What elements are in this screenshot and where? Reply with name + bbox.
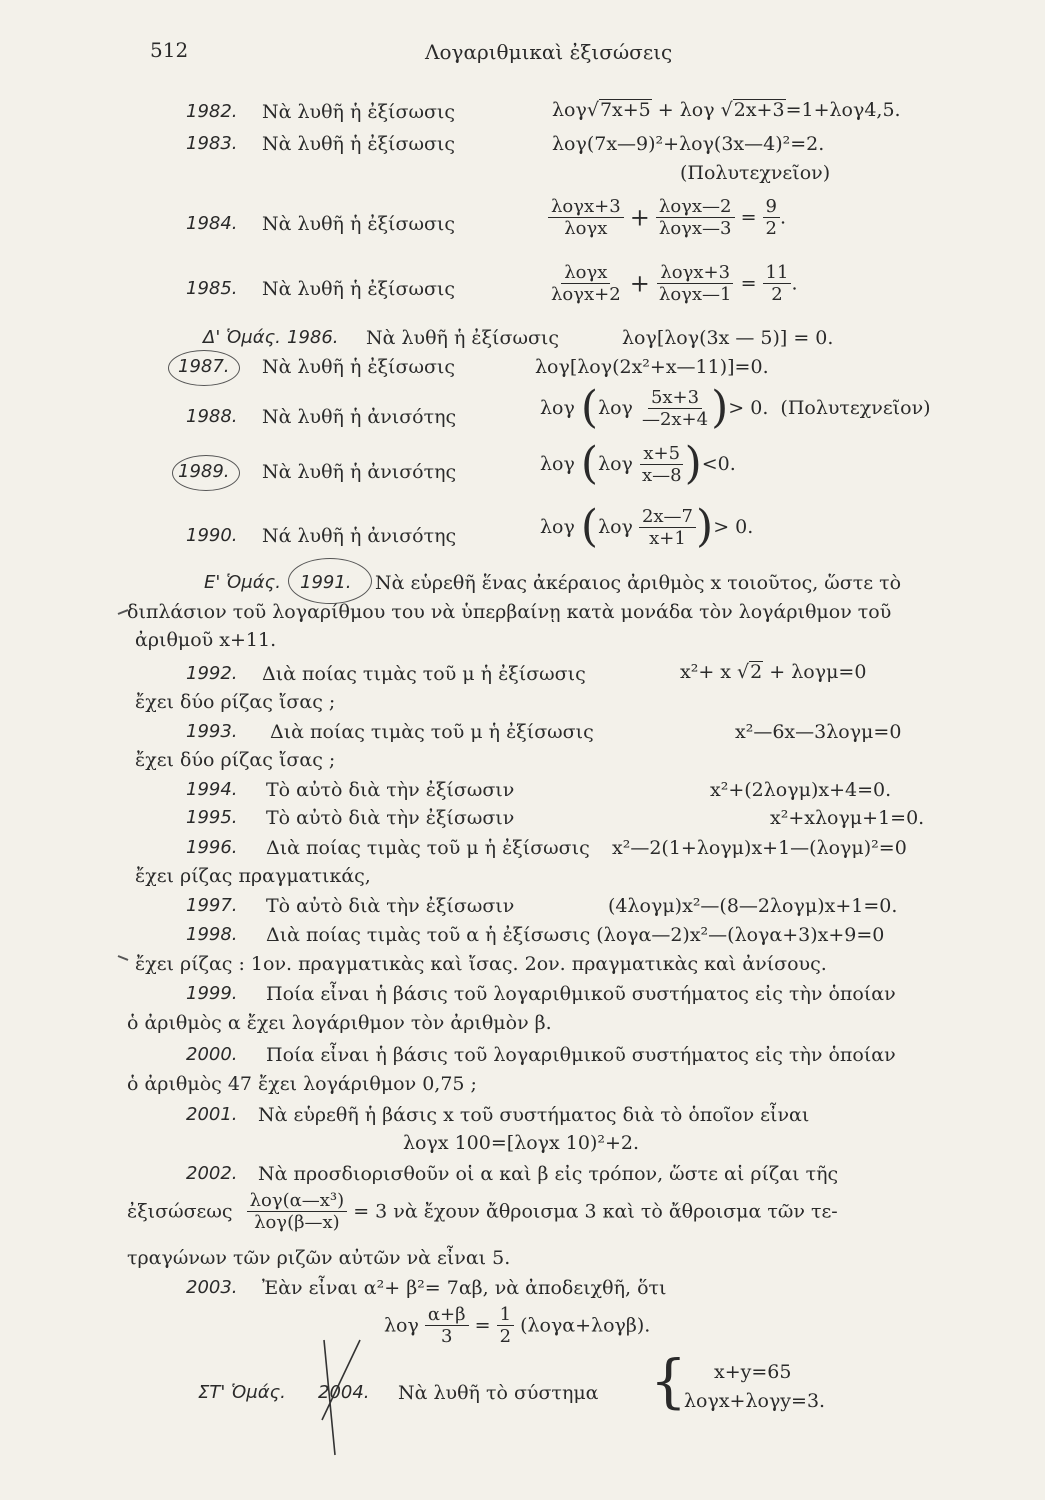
system-eq-1: x+y=65 <box>714 1361 792 1383</box>
problem-number-1988: 1988. <box>186 406 238 427</box>
problem-1999-line1: Ποία εἶναι ἡ βάσις τοῦ λογαριθμικοῦ συστήματος εἰς τὴν ὁποίαν <box>266 983 896 1005</box>
close-paren: ) <box>684 438 702 489</box>
page-number: 512 <box>150 38 189 62</box>
problem-text-2004: Νὰ λυθῆ τὸ σύστημα <box>398 1382 599 1404</box>
operator: = <box>740 206 757 229</box>
problem-2002-line3: τραγώνων τῶν ριζῶν αὐτῶν νὰ εἶναι 5. <box>127 1247 511 1269</box>
problem-1991-line3: ἀριθμοῦ x+11. <box>135 629 277 651</box>
problem-number-1993: 1993. <box>186 721 238 742</box>
problem-number-1985: 1985. <box>186 278 238 299</box>
equation-1986: λογ[λογ(3x — 5)] = 0. <box>622 327 834 349</box>
problem-text-1982: Νὰ λυθῆ ἡ ἐξίσωσις <box>262 101 456 123</box>
radicand: 2 <box>750 661 763 683</box>
problem-number-1999: 1999. <box>186 983 238 1004</box>
denominator: λογ(β—x) <box>254 1212 340 1233</box>
note-1988: (Πολυτεχνεῖον) <box>780 397 931 419</box>
denominator: λογx—3 <box>658 218 732 239</box>
problem-number-1990: 1990. <box>186 525 238 546</box>
problem-number-1997: 1997. <box>186 895 238 916</box>
eq-part: =1+λογ4,5. <box>785 99 901 121</box>
system-eq-2: λογx+λογy=3. <box>684 1390 826 1412</box>
radical-sign: √ <box>720 99 733 121</box>
eq-part: + λογμ=0 <box>763 661 867 683</box>
eq-part: ἐξισώσεως <box>127 1200 233 1223</box>
problem-text-1993: Διὰ ποίας τιμὰς τοῦ μ ἡ ἐξίσωσις <box>270 721 594 743</box>
problem-number-2001: 2001. <box>186 1104 238 1125</box>
equation-1997: (4λογμ)x²—(8—2λογμ)x+1=0. <box>608 895 898 917</box>
numerator: 9 <box>763 196 780 218</box>
equation-2001: λογx 100=[λογx 10)²+2. <box>403 1132 640 1154</box>
problem-text-1992: Διὰ ποίας τιμὰς τοῦ μ ἡ ἐξίσωσις <box>262 663 586 685</box>
problem-text-1983: Νὰ λυθῆ ἡ ἐξίσωσις <box>262 133 456 155</box>
problem-text-1986: Νὰ λυθῆ ἡ ἐξίσωσις <box>366 327 560 349</box>
operator: = <box>474 1314 491 1337</box>
relation: > 0. <box>728 397 769 419</box>
denominator: 3 <box>440 1326 453 1347</box>
numerator: 1 <box>497 1304 514 1326</box>
operator: + <box>629 203 650 232</box>
problem-1998-line2: ἔχει ρίζας : 1ον. πραγματικὰς καὶ ἴσας. 2ον. πραγματικὰς καὶ ἀνίσους. <box>135 953 827 975</box>
problem-text-1985: Νὰ λυθῆ ἡ ἐξίσωσις <box>262 278 456 300</box>
equation-1995: x²+xλογμ+1=0. <box>770 807 925 829</box>
problem-text-1987: Νὰ λυθῆ ἡ ἐξίσωσις <box>262 356 456 378</box>
log-word: λογ <box>384 1314 419 1337</box>
problem-1991-line1: Νὰ εὑρεθῆ ἕνας ἀκέραιος ἀριθμὸς x τοιοῦτος, ὥστε τὸ <box>375 572 902 594</box>
eq-part: λογ <box>552 99 587 121</box>
numerator: λογ(α—x³) <box>247 1190 348 1212</box>
problem-text-1994: Τὸ αὐτὸ διὰ τὴν ἐξίσωσιν <box>266 779 515 801</box>
denominator: 2 <box>771 284 783 305</box>
log-word: λογ <box>540 453 575 475</box>
problem-number-1983: 1983. <box>186 133 238 154</box>
operator: = <box>740 272 757 295</box>
problem-2000-line2: ὁ ἀριθμὸς 47 ἔχει λογάριθμον 0,75 ; <box>127 1073 477 1095</box>
problem-text-1997: Τὸ αὐτὸ διὰ τὴν ἐξίσωσιν <box>266 895 515 917</box>
problem-number-1989: 1989. <box>178 461 230 482</box>
log-word: λογ <box>540 397 575 419</box>
numerator: λογx <box>561 262 610 284</box>
problem-number-1992: 1992. <box>186 663 238 684</box>
numerator: λογx—2 <box>656 196 735 218</box>
problem-number-1982: 1982. <box>186 101 238 122</box>
eq-part: = 3 νὰ ἔχουν ἄθροισμα 3 καὶ τὸ ἄθροισμα τῶν τε- <box>353 1200 838 1223</box>
log-word: λογ <box>598 516 633 538</box>
eq-part: x²+ x <box>680 661 738 683</box>
note-1983: (Πολυτεχνεῖον) <box>680 162 831 184</box>
problem-2000-line1: Ποία εἶναι ἡ βάσις τοῦ λογαριθμικοῦ συστήματος εἰς τὴν ὁποίαν <box>266 1044 896 1066</box>
numerator: 11 <box>763 262 792 284</box>
relation: > 0. <box>713 516 754 538</box>
relation: <0. <box>701 453 736 475</box>
equation-1996: x²—2(1+λογμ)x+1—(λογμ)²=0 <box>612 837 907 859</box>
problem-number-2004: 2004. <box>318 1382 370 1403</box>
problem-text-1988: Νὰ λυθῆ ἡ ἀνισότης <box>262 406 457 428</box>
denominator: λογx+2 <box>551 284 621 305</box>
problem-number-1995: 1995. <box>186 807 238 828</box>
denominator: x—8 <box>641 464 682 486</box>
period: . <box>791 272 798 295</box>
problem-number-1991: 1991. <box>300 572 352 593</box>
problem-1996-line2: ἔχει ρίζας πραγματικάς, <box>135 865 371 887</box>
group-label-epsilon: Ε' Ὁμάς. <box>204 572 281 593</box>
page-title: Λογαριθμικαὶ ἐξισώσεις <box>425 40 673 64</box>
problem-text-1989: Νὰ λυθῆ ἡ ἀνισότης <box>262 461 457 483</box>
group-label-stigma: ΣΤ' Ὁμάς. <box>198 1382 286 1403</box>
equation-1993: x²—6x—3λογμ=0 <box>735 721 902 743</box>
open-paren: ( <box>580 382 599 433</box>
problem-number-2000: 2000. <box>186 1044 238 1065</box>
close-paren: ) <box>696 501 714 552</box>
log-word: λογ <box>598 453 633 475</box>
close-paren: ) <box>711 382 729 433</box>
pencil-stroke <box>118 956 128 960</box>
problem-number-2002: 2002. <box>186 1163 238 1184</box>
problem-1991-line2: διπλάσιον τοῦ λογαρίθμου του νὰ ὑπερβαίνῃ κατὰ μονάδα τὸν λογάριθμον τοῦ <box>127 601 892 623</box>
radical-sign: √ <box>586 99 599 121</box>
equation-1987: λογ[λογ(2x²+x—11)]=0. <box>535 356 769 378</box>
eq-part: + λογ <box>651 99 721 121</box>
open-paren: ( <box>580 501 599 552</box>
open-paren: ( <box>580 438 599 489</box>
problem-number-1987: 1987. <box>178 356 230 377</box>
denominator: 2 <box>765 218 777 239</box>
problem-number-2003: 2003. <box>186 1277 238 1298</box>
problem-2001-line1: Νὰ εὑρεθῆ ἡ βάσις x τοῦ συστήματος διὰ τὸ ὁποῖον εἶναι <box>258 1104 810 1126</box>
problem-text-1995: Τὸ αὐτὸ διὰ τὴν ἐξίσωσιν <box>266 807 515 829</box>
log-word: λογ <box>598 397 633 419</box>
pencil-stroke <box>118 610 128 614</box>
problem-text-1996: Διὰ ποίας τιμὰς τοῦ μ ἡ ἐξίσωσις <box>266 837 590 859</box>
problem-number-1994: 1994. <box>186 779 238 800</box>
problem-text-1984: Νὰ λυθῆ ἡ ἐξίσωσις <box>262 213 456 235</box>
denominator: x+1 <box>649 527 686 549</box>
numerator: x+5 <box>640 443 683 465</box>
denominator: λογx—1 <box>658 284 732 305</box>
period: . <box>779 206 787 229</box>
problem-number-1984: 1984. <box>186 213 238 234</box>
eq-part: (λογα+λογβ). <box>520 1314 651 1337</box>
denominator: 2 <box>499 1326 512 1347</box>
numerator: α+β <box>425 1304 469 1326</box>
problem-number-1998: 1998. <box>186 924 238 945</box>
problem-text-1990: Νά λυθῆ ἡ ἀνισότης <box>262 525 457 547</box>
denominator: λογx <box>564 218 608 239</box>
numerator: λογx+3 <box>657 262 733 284</box>
equation-1983: λογ(7x—9)²+λογ(3x—4)²=2. <box>552 133 825 155</box>
problem-text-1998: Διὰ ποίας τιμὰς τοῦ α ἡ ἐξίσωσις (λογα—2)x²—(λογα+3)x+9=0 <box>266 924 885 946</box>
radical-sign: √ <box>737 661 750 683</box>
numerator: λογx+3 <box>548 196 624 218</box>
problem-number-1986: 1986. <box>287 327 339 348</box>
system-brace: { <box>650 1347 687 1415</box>
radicand-1: 7x+5 <box>599 99 651 121</box>
problem-1992-line2: ἔχει δύο ρίζας ἴσας ; <box>135 691 336 713</box>
numerator: 5x+3 <box>648 387 702 409</box>
problem-1993-line2: ἔχει δύο ρίζας ἴσας ; <box>135 749 336 771</box>
denominator: —2x+4 <box>641 408 709 430</box>
problem-1999-line2: ὁ ἀριθμὸς α ἔχει λογάριθμον τὸν ἀριθμὸν β. <box>127 1012 552 1034</box>
radicand-2: 2x+3 <box>733 99 785 121</box>
group-label-delta: Δ' Ὁμάς. <box>203 327 281 348</box>
operator: + <box>629 269 650 298</box>
problem-2002-line1: Νὰ προσδιορισθοῦν οἱ α καὶ β εἰς τρόπον, ὥστε αἱ ρίζαι τῆς <box>258 1163 839 1185</box>
equation-1994: x²+(2λογμ)x+4=0. <box>710 779 892 801</box>
numerator: 2x—7 <box>639 506 696 528</box>
problem-2003-line1: Ἐὰν εἶναι α²+ β²= 7αβ, νὰ ἀποδειχθῆ, ὅτι <box>262 1277 667 1299</box>
log-word: λογ <box>540 516 575 538</box>
problem-number-1996: 1996. <box>186 837 238 858</box>
